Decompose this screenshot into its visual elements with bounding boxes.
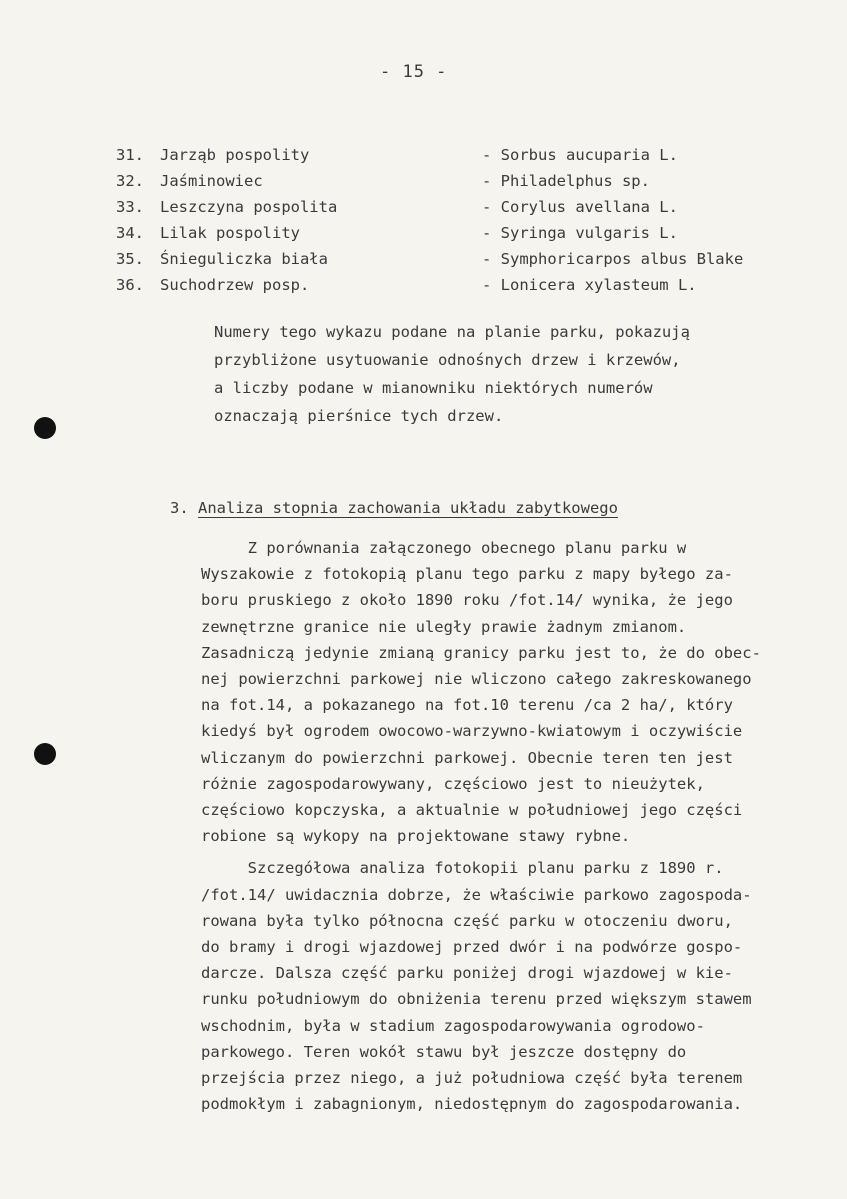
text-line: zewnętrzne granice nie uległy prawie żadnym zmianom. xyxy=(201,617,687,636)
text-line: częściowo kopczyska, a aktualnie w południowej jego części xyxy=(201,801,743,820)
section-number: 3. xyxy=(170,499,189,517)
latin-name: - Corylus avellana L. xyxy=(482,198,678,216)
polish-name: Śnieguliczka biała xyxy=(160,250,328,268)
text-line: Wyszakowie z fotokopią planu tego parku z mapy byłego za- xyxy=(201,565,733,584)
note-line: oznaczają pierśnice tych drzew. xyxy=(214,407,504,425)
punch-hole xyxy=(34,743,56,765)
text-line: na fot.14, a pokazanego na fot.10 terenu /ca 2 ha/, który xyxy=(201,696,733,715)
note-line: a liczby podane w mianowniku niektórych numerów xyxy=(214,379,653,397)
text-line: boru pruskiego z około 1890 roku /fot.14/ wynika, że jego xyxy=(201,591,733,610)
text-line: do bramy i drogi wjazdowej przed dwór i na podwórze gospo- xyxy=(201,938,743,957)
item-number: 33. xyxy=(116,198,144,216)
item-number: 32. xyxy=(116,172,144,190)
paragraph-1 xyxy=(201,535,821,849)
text-line: robione są wykopy na projektowane stawy rybne. xyxy=(201,827,631,846)
item-number: 36. xyxy=(116,276,144,294)
latin-name: - Philadelphus sp. xyxy=(482,172,650,190)
polish-name: Suchodrzew posp. xyxy=(160,276,310,294)
section-heading xyxy=(170,499,618,517)
list-note xyxy=(214,318,794,430)
item-number: 34. xyxy=(116,224,144,242)
polish-name: Jaśminowiec xyxy=(160,172,263,190)
paragraph-2 xyxy=(201,855,821,1117)
latin-name: - Lonicera xylasteum L. xyxy=(482,276,697,294)
list-item xyxy=(116,194,816,220)
text-line: różnie zagospodarowywany, częściowo jest to nieużytek, xyxy=(201,774,705,793)
text-line: kiedyś był ogrodem owocowo-warzywno-kwiatowym i oczywiście xyxy=(201,722,743,741)
text-line: przejścia przez niego, a już południowa część była terenem xyxy=(201,1069,743,1088)
polish-name: Leszczyna pospolita xyxy=(160,198,338,216)
item-number: 35. xyxy=(116,250,144,268)
text-line: parkowego. Teren wokół stawu był jeszcze dostępny do xyxy=(201,1042,687,1061)
punch-hole xyxy=(34,417,56,439)
text-line: Z porównania załączonego obecnego planu parku w xyxy=(201,539,687,557)
list-item xyxy=(116,272,816,298)
text-line: podmokłym i zabagnionym, niedostępnym do zagospodarowania. xyxy=(201,1095,743,1114)
polish-name: Jarząb pospolity xyxy=(160,146,310,164)
list-item xyxy=(116,168,816,194)
latin-name: - Sorbus aucuparia L. xyxy=(482,146,678,164)
latin-name: - Syringa vulgaris L. xyxy=(482,224,678,242)
text-line: wliczanym do powierzchni parkowej. Obecnie teren ten jest xyxy=(201,748,733,767)
polish-name: Lilak pospolity xyxy=(160,224,300,242)
text-line: wschodnim, była w stadium zagospodarowywania ogrodowo- xyxy=(201,1016,705,1035)
section-title: Analiza stopnia zachowania układu zabytkowego xyxy=(198,499,618,517)
text-line: rowana była tylko północna część parku w otoczeniu dworu, xyxy=(201,911,733,930)
text-line: Zasadniczą jedynie zmianą granicy parku jest to, że do obec- xyxy=(201,643,761,662)
note-line: Numery tego wykazu podane na planie parku, pokazują xyxy=(214,323,690,341)
section-body xyxy=(201,535,821,1117)
list-item xyxy=(116,246,816,272)
latin-name: - Symphoricarpos albus Blake xyxy=(482,250,744,268)
text-line: /fot.14/ uwidacznia dobrze, że właściwie parkowo zagospoda- xyxy=(201,885,752,904)
text-line: darcze. Dalsza część parku poniżej drogi wjazdowej w kie- xyxy=(201,964,733,983)
note-line: przybliżone usytuowanie odnośnych drzew i krzewów, xyxy=(214,351,681,369)
item-number: 31. xyxy=(116,146,144,164)
text-line: runku południowym do obniżenia terenu przed większym stawem xyxy=(201,990,752,1009)
list-item xyxy=(116,220,816,246)
page-number: - 15 - xyxy=(380,62,448,82)
text-line: Szczegółowa analiza fotokopii planu parku z 1890 r. xyxy=(201,859,724,878)
text-line: nej powierzchni parkowej nie wliczono całego zakreskowanego xyxy=(201,670,752,689)
list-item xyxy=(116,142,816,168)
species-list xyxy=(116,142,816,298)
